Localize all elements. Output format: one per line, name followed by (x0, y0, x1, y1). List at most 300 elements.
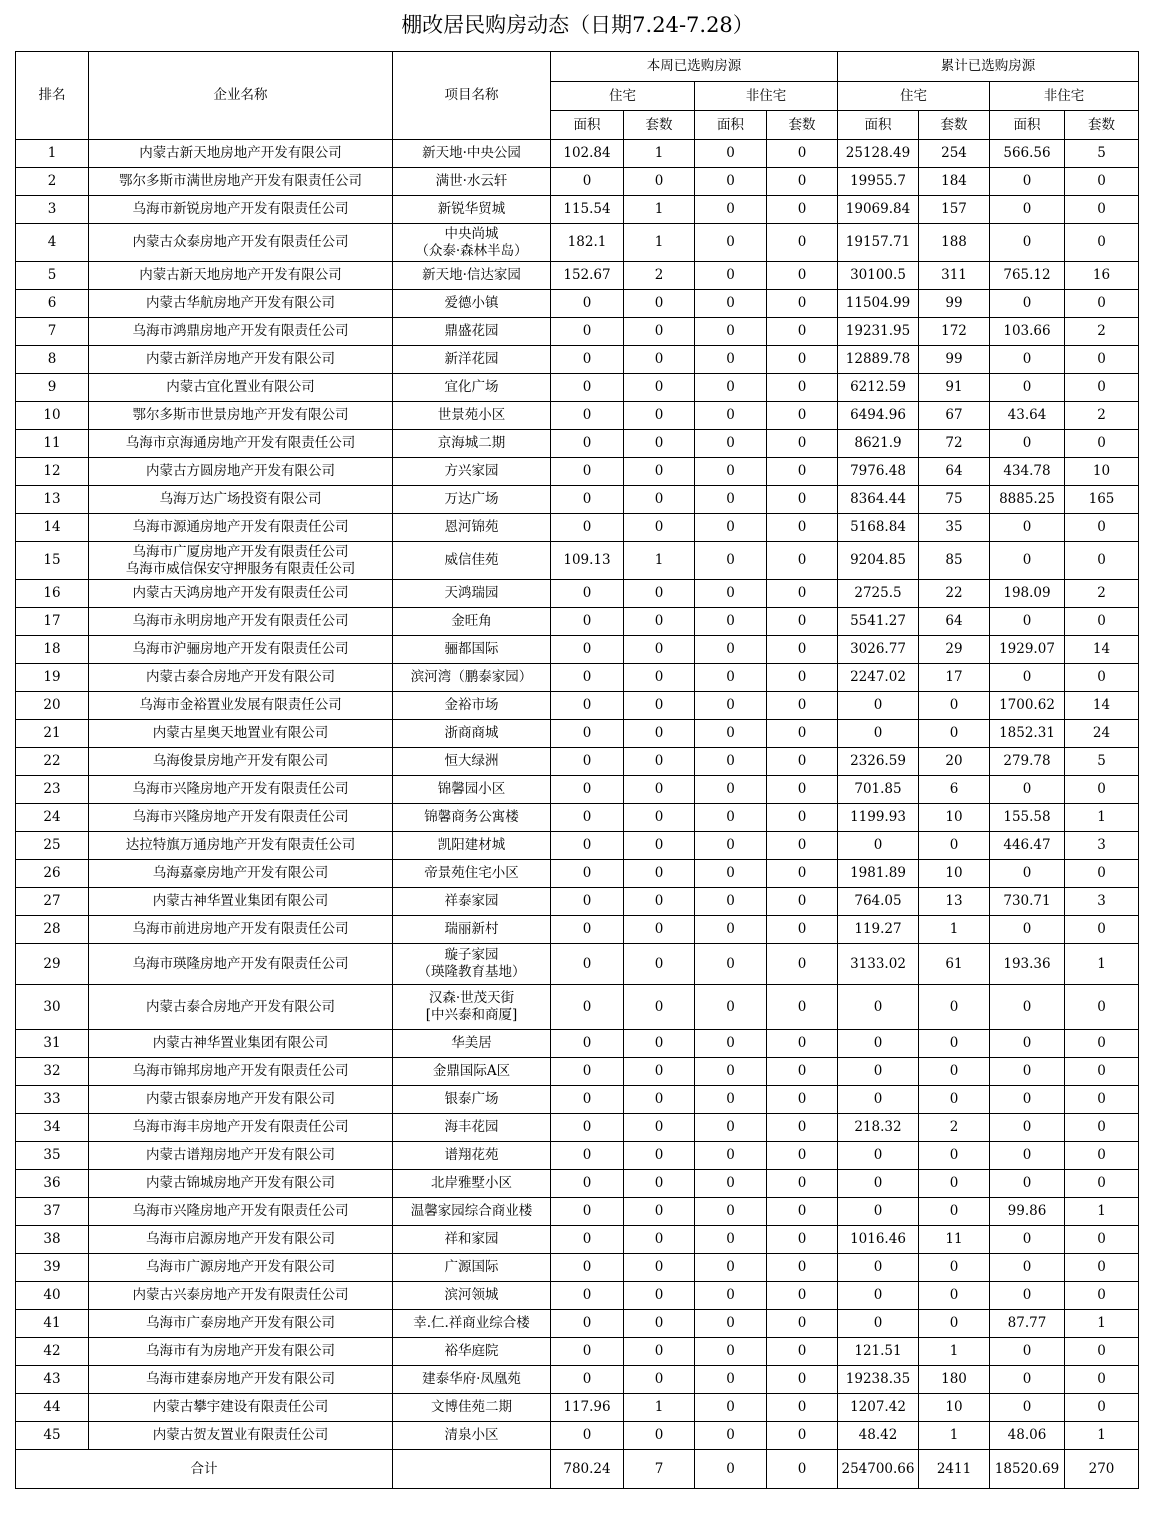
cum-res-units-cell: 180 (919, 1366, 990, 1394)
company-cell: 内蒙古银泰房地产开发有限公司 (89, 1086, 393, 1114)
cum-non-units-cell: 2 (1065, 580, 1139, 608)
project-cell: 京海城二期 (393, 430, 551, 458)
table-row (16, 1338, 1139, 1366)
company-cell: 乌海市前进房地产开发有限责任公司 (89, 916, 393, 944)
cum-res-area-cell: 19238.35 (838, 1366, 919, 1394)
header-week-residential: 住宅 (551, 82, 695, 111)
page-title: 棚改居民购房动态（日期7.24-7.28） (401, 13, 754, 37)
project-cell: 广源国际 (393, 1254, 551, 1282)
company-cell: 乌海市新锐房地产开发有限责任公司 (89, 196, 393, 224)
project-cell: 文博佳苑二期 (393, 1394, 551, 1422)
cum-non-area-cell: 0 (990, 1170, 1065, 1198)
company-cell: 乌海市京海通房地产开发有限责任公司 (89, 430, 393, 458)
week-non-area-cell: 0 (695, 1310, 767, 1338)
week-non-units-cell: 0 (767, 1030, 838, 1058)
company-cell: 内蒙古锦城房地产开发有限公司 (89, 1170, 393, 1198)
project-cell: 恩河锦苑 (393, 514, 551, 542)
company-cell: 乌海市建泰房地产开发有限公司 (89, 1366, 393, 1394)
cum-non-units-cell: 1 (1065, 1198, 1139, 1226)
week-non-area-cell: 0 (695, 608, 767, 636)
company-cell: 乌海市金裕置业发展有限责任公司 (89, 692, 393, 720)
table-row (16, 196, 1139, 224)
header-week-group: 本周已选购房源 (551, 52, 838, 82)
table-row (16, 1114, 1139, 1142)
cum-res-units-cell: 61 (919, 944, 990, 985)
week-non-units-cell: 0 (767, 224, 838, 262)
project-line: （瑛隆教育基地） (417, 964, 526, 980)
rank-cell: 41 (16, 1310, 89, 1338)
total-project-cell (393, 1450, 551, 1489)
table-row (16, 1366, 1139, 1394)
company-line: 乌海市威信保安守押服务有限责任公司 (125, 560, 356, 577)
rank-cell: 38 (16, 1226, 89, 1254)
header-total-residential: 住宅 (838, 82, 990, 111)
week-res-area-cell: 0 (551, 318, 624, 346)
project-cell: 滨河湾（鹏泰家园） (393, 664, 551, 692)
cum-non-area-cell: 0 (990, 290, 1065, 318)
cum-non-area-cell: 155.58 (990, 804, 1065, 832)
cum-non-units-cell: 0 (1065, 168, 1139, 196)
week-non-area-cell: 0 (695, 318, 767, 346)
week-res-area-cell: 0 (551, 1086, 624, 1114)
rank-cell: 5 (16, 262, 89, 290)
cum-res-units-cell: 75 (919, 486, 990, 514)
table-row (16, 1198, 1139, 1226)
week-res-area-cell: 0 (551, 944, 624, 985)
week-res-area-cell: 0 (551, 1198, 624, 1226)
project-cell (393, 985, 551, 1030)
week-res-area-cell: 0 (551, 636, 624, 664)
week-non-area-cell: 0 (695, 402, 767, 430)
week-non-area-cell: 0 (695, 944, 767, 985)
week-res-area-cell: 117.96 (551, 1394, 624, 1422)
rank-cell: 20 (16, 692, 89, 720)
cum-non-area-cell: 765.12 (990, 262, 1065, 290)
cum-non-area-cell: 0 (990, 1282, 1065, 1310)
header-units: 套数 (919, 111, 990, 140)
cum-non-units-cell: 0 (1065, 1282, 1139, 1310)
cum-non-units-cell: 1 (1065, 944, 1139, 985)
rank-cell: 35 (16, 1142, 89, 1170)
cum-res-area-cell: 0 (838, 692, 919, 720)
total-cum-non-units: 270 (1065, 1450, 1139, 1489)
cum-res-area-cell: 3026.77 (838, 636, 919, 664)
week-res-area-cell: 109.13 (551, 542, 624, 580)
week-non-area-cell: 0 (695, 664, 767, 692)
rank-cell: 23 (16, 776, 89, 804)
week-non-units-cell: 0 (767, 1282, 838, 1310)
week-res-units-cell: 0 (624, 290, 695, 318)
cum-non-area-cell: 48.06 (990, 1422, 1065, 1450)
week-non-area-cell: 0 (695, 860, 767, 888)
cum-res-units-cell: 2 (919, 1114, 990, 1142)
project-cell: 温馨家园综合商业楼 (393, 1198, 551, 1226)
week-res-units-cell: 0 (624, 1114, 695, 1142)
cum-res-area-cell: 0 (838, 1254, 919, 1282)
project-cell: 威信佳苑 (393, 542, 551, 580)
cum-non-area-cell: 0 (990, 1394, 1065, 1422)
rank-cell: 9 (16, 374, 89, 402)
cum-res-area-cell: 0 (838, 1310, 919, 1338)
cum-res-area-cell: 5168.84 (838, 514, 919, 542)
company-cell: 乌海市兴隆房地产开发有限责任公司 (89, 804, 393, 832)
week-non-units-cell: 0 (767, 832, 838, 860)
cum-non-area-cell: 0 (990, 1142, 1065, 1170)
cum-non-area-cell: 1852.31 (990, 720, 1065, 748)
cum-res-area-cell: 218.32 (838, 1114, 919, 1142)
week-non-units-cell: 0 (767, 1422, 838, 1450)
cum-non-units-cell: 0 (1065, 1030, 1139, 1058)
week-res-units-cell: 2 (624, 262, 695, 290)
week-non-area-cell: 0 (695, 692, 767, 720)
week-res-units-cell: 0 (624, 720, 695, 748)
cum-res-area-cell: 19069.84 (838, 196, 919, 224)
table-row (16, 1170, 1139, 1198)
project-cell: 新天地·信达家园 (393, 262, 551, 290)
company-cell: 乌海市兴隆房地产开发有限责任公司 (89, 776, 393, 804)
rank-cell: 25 (16, 832, 89, 860)
total-week-res-units: 7 (624, 1450, 695, 1489)
cum-non-area-cell: 0 (990, 860, 1065, 888)
week-res-area-cell: 0 (551, 776, 624, 804)
project-cell: 幸.仁.祥商业综合楼 (393, 1310, 551, 1338)
cum-res-units-cell: 67 (919, 402, 990, 430)
rank-cell: 6 (16, 290, 89, 318)
week-res-area-cell: 0 (551, 1142, 624, 1170)
project-cell (393, 224, 551, 262)
project-cell: 方兴家园 (393, 458, 551, 486)
project-cell: 新锐华贸城 (393, 196, 551, 224)
week-res-units-cell: 0 (624, 860, 695, 888)
cum-non-units-cell: 2 (1065, 402, 1139, 430)
cum-res-area-cell: 7976.48 (838, 458, 919, 486)
week-non-area-cell: 0 (695, 1338, 767, 1366)
cum-non-units-cell: 2 (1065, 318, 1139, 346)
week-res-units-cell: 0 (624, 608, 695, 636)
cum-non-units-cell: 0 (1065, 430, 1139, 458)
cum-non-units-cell: 0 (1065, 1254, 1139, 1282)
week-non-units-cell: 0 (767, 168, 838, 196)
table-row (16, 720, 1139, 748)
cum-res-area-cell: 19231.95 (838, 318, 919, 346)
project-cell: 新天地·中央公园 (393, 140, 551, 168)
week-non-area-cell: 0 (695, 832, 767, 860)
cum-res-area-cell: 1016.46 (838, 1226, 919, 1254)
week-non-units-cell: 0 (767, 1198, 838, 1226)
week-res-area-cell: 0 (551, 692, 624, 720)
cum-non-units-cell: 0 (1065, 1086, 1139, 1114)
week-non-area-cell: 0 (695, 1226, 767, 1254)
header-units: 套数 (767, 111, 838, 140)
project-cell: 金旺角 (393, 608, 551, 636)
week-res-units-cell: 0 (624, 1170, 695, 1198)
week-res-area-cell: 0 (551, 168, 624, 196)
company-cell: 乌海市瑛隆房地产开发有限责任公司 (89, 944, 393, 985)
cum-res-units-cell: 0 (919, 1310, 990, 1338)
cum-res-units-cell: 64 (919, 458, 990, 486)
cum-res-area-cell: 12889.78 (838, 346, 919, 374)
cum-res-units-cell: 0 (919, 1198, 990, 1226)
project-cell: 祥和家园 (393, 1226, 551, 1254)
company-cell: 乌海市锦邦房地产开发有限责任公司 (89, 1058, 393, 1086)
cum-res-area-cell: 2326.59 (838, 748, 919, 776)
rank-cell: 16 (16, 580, 89, 608)
project-cell: 华美居 (393, 1030, 551, 1058)
week-non-units-cell: 0 (767, 1366, 838, 1394)
week-non-units-cell: 0 (767, 636, 838, 664)
table-row (16, 168, 1139, 196)
cum-res-units-cell: 13 (919, 888, 990, 916)
cum-res-units-cell: 0 (919, 1254, 990, 1282)
company-cell: 达拉特旗万通房地产开发有限责任公司 (89, 832, 393, 860)
week-non-units-cell: 0 (767, 514, 838, 542)
cum-non-area-cell: 0 (990, 664, 1065, 692)
week-non-units-cell: 0 (767, 486, 838, 514)
week-res-units-cell: 0 (624, 985, 695, 1030)
cum-non-area-cell: 730.71 (990, 888, 1065, 916)
table-row (16, 224, 1139, 262)
project-cell: 金裕市场 (393, 692, 551, 720)
table-row (16, 542, 1139, 580)
week-non-area-cell: 0 (695, 1254, 767, 1282)
cum-res-units-cell: 10 (919, 804, 990, 832)
table-row (16, 748, 1139, 776)
project-cell: 帝景苑住宅小区 (393, 860, 551, 888)
cum-res-units-cell: 172 (919, 318, 990, 346)
project-cell: 北岸雅墅小区 (393, 1170, 551, 1198)
week-res-units-cell: 0 (624, 458, 695, 486)
cum-res-units-cell: 99 (919, 346, 990, 374)
company-cell: 内蒙古贺友置业有限责任公司 (89, 1422, 393, 1450)
cum-res-area-cell: 121.51 (838, 1338, 919, 1366)
week-non-units-cell: 0 (767, 1254, 838, 1282)
week-non-area-cell: 0 (695, 1170, 767, 1198)
company-cell: 内蒙古攀宇建设有限责任公司 (89, 1394, 393, 1422)
total-week-res-area: 780.24 (551, 1450, 624, 1489)
week-non-units-cell: 0 (767, 140, 838, 168)
cum-non-units-cell: 165 (1065, 486, 1139, 514)
table-row (16, 832, 1139, 860)
week-res-area-cell: 0 (551, 374, 624, 402)
company-cell: 乌海市源通房地产开发有限责任公司 (89, 514, 393, 542)
week-res-area-cell: 0 (551, 888, 624, 916)
cum-res-units-cell: 85 (919, 542, 990, 580)
cum-non-units-cell: 5 (1065, 748, 1139, 776)
rank-cell: 7 (16, 318, 89, 346)
cum-non-units-cell: 0 (1065, 1142, 1139, 1170)
week-res-area-cell: 0 (551, 290, 624, 318)
week-non-units-cell: 0 (767, 374, 838, 402)
week-res-area-cell: 0 (551, 458, 624, 486)
cum-res-area-cell: 0 (838, 1030, 919, 1058)
cum-non-units-cell: 0 (1065, 1338, 1139, 1366)
total-cum-non-area: 18520.69 (990, 1450, 1065, 1489)
cum-res-units-cell: 6 (919, 776, 990, 804)
week-res-units-cell: 0 (624, 346, 695, 374)
cum-res-area-cell: 0 (838, 832, 919, 860)
cum-res-area-cell: 19157.71 (838, 224, 919, 262)
week-res-units-cell: 0 (624, 664, 695, 692)
cum-non-units-cell: 14 (1065, 692, 1139, 720)
cum-non-area-cell: 0 (990, 776, 1065, 804)
table-row (16, 458, 1139, 486)
week-non-units-cell: 0 (767, 262, 838, 290)
cum-res-units-cell: 157 (919, 196, 990, 224)
week-res-units-cell: 0 (624, 1338, 695, 1366)
week-non-units-cell: 0 (767, 542, 838, 580)
week-non-units-cell: 0 (767, 580, 838, 608)
table-body (16, 140, 1139, 1450)
project-cell: 清泉小区 (393, 1422, 551, 1450)
cum-res-units-cell: 0 (919, 720, 990, 748)
project-cell: 骊都国际 (393, 636, 551, 664)
week-res-area-cell: 0 (551, 720, 624, 748)
cum-res-units-cell: 0 (919, 1282, 990, 1310)
week-non-area-cell: 0 (695, 224, 767, 262)
rank-cell: 12 (16, 458, 89, 486)
cum-res-units-cell: 99 (919, 290, 990, 318)
week-res-area-cell: 0 (551, 514, 624, 542)
company-cell: 乌海市有为房地产开发有限公司 (89, 1338, 393, 1366)
header-units: 套数 (624, 111, 695, 140)
week-res-area-cell: 0 (551, 430, 624, 458)
week-res-area-cell: 0 (551, 1338, 624, 1366)
project-cell: 天鸿瑞园 (393, 580, 551, 608)
table-row (16, 888, 1139, 916)
cum-non-area-cell: 0 (990, 514, 1065, 542)
rank-cell: 14 (16, 514, 89, 542)
project-cell: 海丰花园 (393, 1114, 551, 1142)
week-non-area-cell: 0 (695, 430, 767, 458)
total-week-non-units: 0 (767, 1450, 838, 1489)
cum-non-area-cell: 0 (990, 1114, 1065, 1142)
week-non-area-cell: 0 (695, 1198, 767, 1226)
header-total-group: 累计已选购房源 (838, 52, 1139, 82)
cum-res-area-cell: 1207.42 (838, 1394, 919, 1422)
week-non-area-cell: 0 (695, 1030, 767, 1058)
table-row (16, 944, 1139, 985)
project-cell: 瑞丽新村 (393, 916, 551, 944)
week-non-units-cell: 0 (767, 1310, 838, 1338)
cum-res-area-cell: 8364.44 (838, 486, 919, 514)
week-res-units-cell: 0 (624, 916, 695, 944)
week-res-area-cell: 0 (551, 1310, 624, 1338)
company-cell: 内蒙古新天地房地产开发有限公司 (89, 262, 393, 290)
cum-res-area-cell: 0 (838, 1142, 919, 1170)
week-non-area-cell: 0 (695, 1114, 767, 1142)
week-res-units-cell: 1 (624, 140, 695, 168)
company-cell: 内蒙古神华置业集团有限公司 (89, 1030, 393, 1058)
cum-res-area-cell: 1981.89 (838, 860, 919, 888)
company-cell: 内蒙古泰合房地产开发有限公司 (89, 985, 393, 1030)
cum-non-units-cell: 10 (1065, 458, 1139, 486)
cum-res-area-cell: 3133.02 (838, 944, 919, 985)
cum-res-units-cell: 0 (919, 1142, 990, 1170)
week-res-units-cell: 0 (624, 1282, 695, 1310)
week-non-units-cell: 0 (767, 608, 838, 636)
table-row (16, 1086, 1139, 1114)
week-res-units-cell: 0 (624, 832, 695, 860)
project-line: 汉森·世茂天街 (428, 990, 515, 1006)
cum-non-area-cell: 0 (990, 430, 1065, 458)
cum-non-area-cell: 0 (990, 985, 1065, 1030)
week-non-area-cell: 0 (695, 1366, 767, 1394)
table-row (16, 636, 1139, 664)
table-row (16, 860, 1139, 888)
project-cell: 建泰华府·凤凰苑 (393, 1366, 551, 1394)
week-non-area-cell: 0 (695, 1394, 767, 1422)
cum-non-area-cell: 198.09 (990, 580, 1065, 608)
week-non-units-cell: 0 (767, 1338, 838, 1366)
header-total-non-residential: 非住宅 (990, 82, 1139, 111)
week-non-units-cell: 0 (767, 458, 838, 486)
project-cell: 金鼎国际A区 (393, 1058, 551, 1086)
rank-cell: 13 (16, 486, 89, 514)
cum-res-units-cell: 22 (919, 580, 990, 608)
week-res-area-cell: 0 (551, 608, 624, 636)
cum-res-units-cell: 10 (919, 860, 990, 888)
rank-cell: 44 (16, 1394, 89, 1422)
cum-res-units-cell: 1 (919, 916, 990, 944)
week-res-area-cell: 0 (551, 1282, 624, 1310)
week-non-area-cell: 0 (695, 140, 767, 168)
cum-res-units-cell: 0 (919, 985, 990, 1030)
project-line: 中央尚城 (444, 225, 499, 242)
week-non-units-cell: 0 (767, 804, 838, 832)
project-cell: 爱德小镇 (393, 290, 551, 318)
week-res-area-cell: 0 (551, 916, 624, 944)
project-cell: 恒大绿洲 (393, 748, 551, 776)
table-row (16, 580, 1139, 608)
project-cell: 新洋花园 (393, 346, 551, 374)
cum-res-units-cell: 0 (919, 1058, 990, 1086)
cum-res-area-cell: 9204.85 (838, 542, 919, 580)
week-non-area-cell: 0 (695, 776, 767, 804)
company-cell: 乌海万达广场投资有限公司 (89, 486, 393, 514)
cum-res-area-cell: 0 (838, 1170, 919, 1198)
company-cell: 内蒙古谱翔房地产开发有限公司 (89, 1142, 393, 1170)
week-non-area-cell: 0 (695, 346, 767, 374)
header-area: 面积 (551, 111, 624, 140)
company-cell: 内蒙古星奥天地置业有限公司 (89, 720, 393, 748)
week-res-units-cell: 0 (624, 1198, 695, 1226)
cum-non-area-cell: 566.56 (990, 140, 1065, 168)
week-non-area-cell: 0 (695, 262, 767, 290)
cum-res-area-cell: 0 (838, 1058, 919, 1086)
week-res-units-cell: 0 (624, 776, 695, 804)
rank-cell: 29 (16, 944, 89, 985)
company-cell: 内蒙古兴泰房地产开发有限责任公司 (89, 1282, 393, 1310)
rank-cell: 42 (16, 1338, 89, 1366)
cum-res-units-cell: 10 (919, 1394, 990, 1422)
cum-non-units-cell: 3 (1065, 832, 1139, 860)
cum-res-units-cell: 20 (919, 748, 990, 776)
company-cell: 鄂尔多斯市世景房地产开发有限公司 (89, 402, 393, 430)
week-res-units-cell: 0 (624, 1142, 695, 1170)
rank-cell: 36 (16, 1170, 89, 1198)
cum-non-units-cell: 0 (1065, 776, 1139, 804)
table-row (16, 1422, 1139, 1450)
cum-res-area-cell: 701.85 (838, 776, 919, 804)
cum-res-units-cell: 1 (919, 1338, 990, 1366)
week-non-area-cell: 0 (695, 985, 767, 1030)
cum-res-area-cell: 30100.5 (838, 262, 919, 290)
week-non-area-cell: 0 (695, 916, 767, 944)
cum-res-units-cell: 254 (919, 140, 990, 168)
table-row (16, 290, 1139, 318)
cum-non-area-cell: 0 (990, 224, 1065, 262)
cum-non-units-cell: 0 (1065, 1058, 1139, 1086)
